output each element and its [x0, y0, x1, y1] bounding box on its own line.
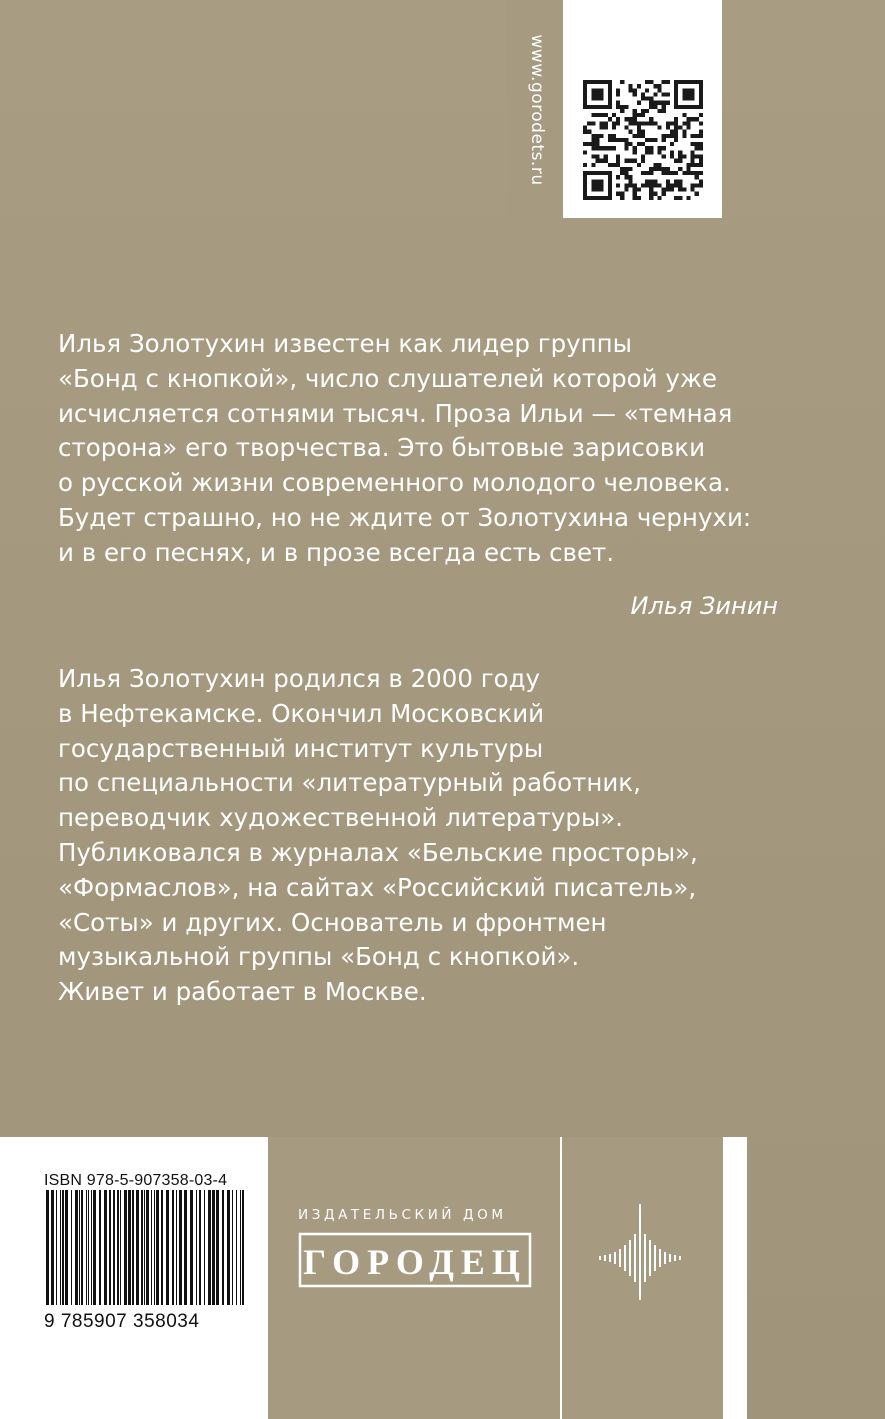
- barcode-icon: [44, 1190, 249, 1305]
- publisher-caption: ИЗДАТЕЛЬСКИЙ ДОМ: [298, 1207, 507, 1223]
- biography-text: [58, 662, 778, 1010]
- publisher-logo-icon: [298, 1232, 532, 1288]
- isbn-label: ISBN 978-5-907358-03-4: [44, 1172, 228, 1189]
- annotation-line: «Бонд с кнопкой», число слушателей которой уже: [58, 363, 717, 393]
- publisher-name: ГОРОДЕЦ: [303, 1242, 527, 1282]
- quote-attribution: Илья Зинин: [630, 592, 778, 620]
- qr-code-icon: [583, 80, 703, 200]
- ean-digits: 9 785907 358034: [44, 1311, 200, 1332]
- biography-line: переводчик художественной литературы».: [58, 803, 624, 833]
- biography-line: музыкальной группы «Бонд с кнопкой».: [58, 942, 580, 972]
- biography-line: Живет и работает в Москве.: [58, 977, 427, 1007]
- sound-wave-emblem-icon: [594, 1202, 692, 1302]
- biography-line: «Соты» и других. Основатель и фронтмен: [58, 907, 607, 937]
- biography-line: «Формаслов», на сайтах «Российский писатель»,: [58, 872, 697, 902]
- annotation-line: Будет страшно, но не ждите от Золотухина чернухи:: [58, 502, 752, 532]
- annotation-line: исчисляется сотнями тысяч. Проза Ильи — «темная: [58, 398, 733, 428]
- annotation-line: и в его песнях, и в прозе всегда есть свет.: [58, 537, 615, 567]
- biography-line: Илья Золотухин родился в 2000 году: [58, 664, 541, 693]
- annotation-line: о русской жизни современного молодого человека.: [58, 468, 731, 498]
- biography-line: в Нефтекамске. Окончил Московский: [58, 698, 545, 728]
- annotation-text: [58, 327, 778, 571]
- annotation-line: Илья Золотухин известен как лидер группы: [58, 329, 633, 358]
- biography-line: государственный институт культуры: [58, 733, 544, 763]
- biography-line: Публиковался в журналах «Бельские просторы»,: [58, 837, 698, 867]
- publisher-url: www.gorodets.ru: [527, 34, 547, 186]
- annotation-line: сторона» его творчества. Это бытовые зарисовки: [58, 433, 706, 463]
- biography-line: по специальности «литературный работник,: [58, 768, 641, 798]
- url-strip: [507, 0, 563, 218]
